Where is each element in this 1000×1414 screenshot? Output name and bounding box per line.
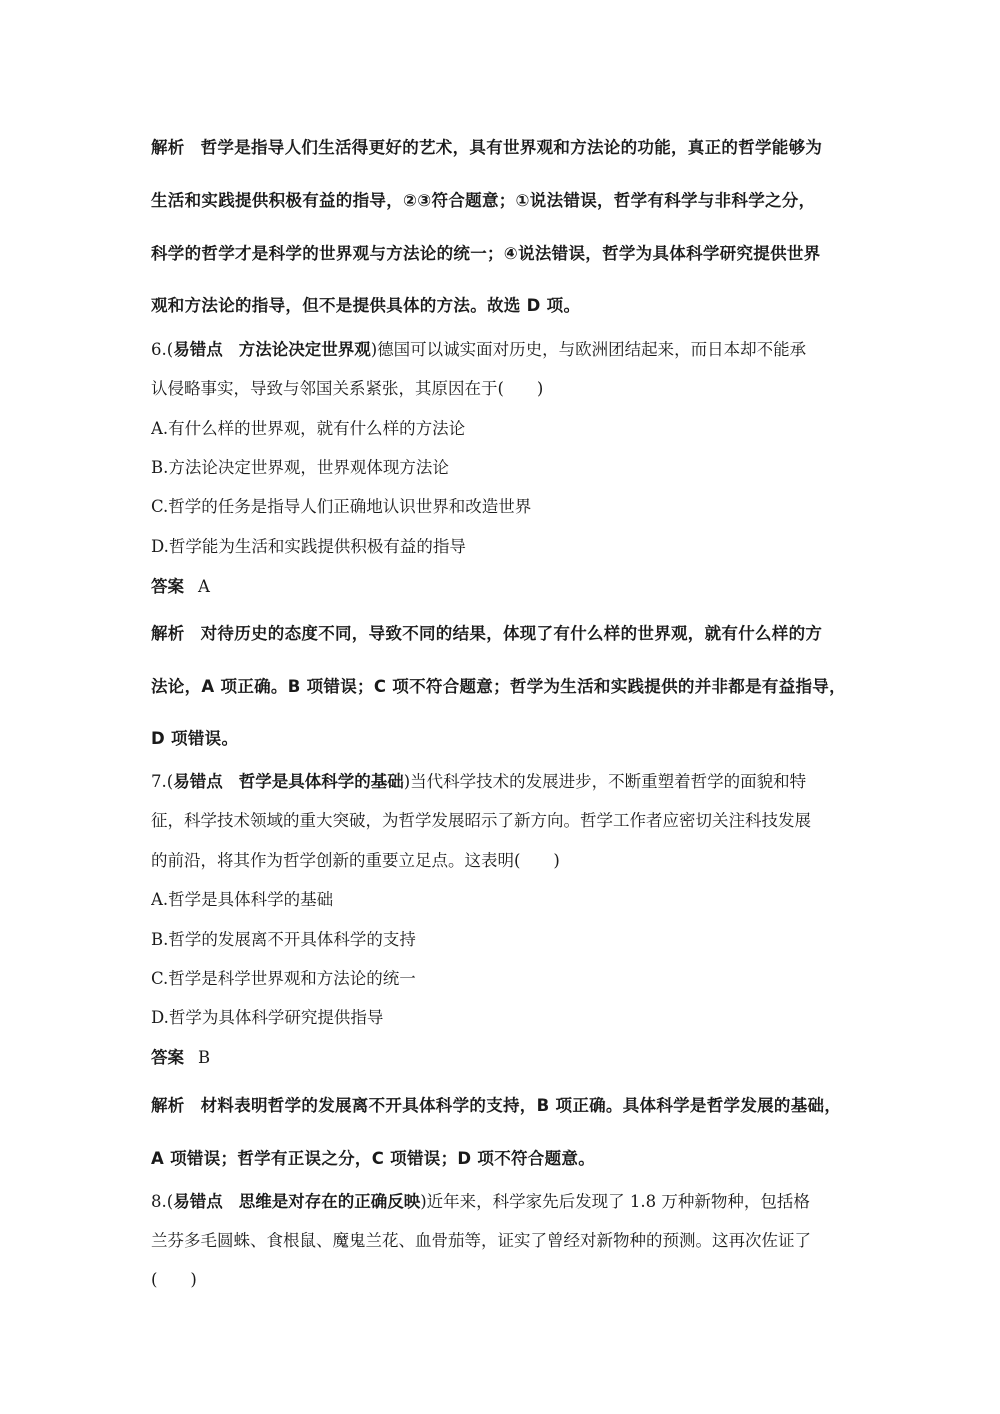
question-8-stem-line-1 xyxy=(151,1190,851,1214)
question-6-explanation-line-2: 法论，A 项正确。B 项错误；C 项不符合题意；哲学为生活和实践提供的并非都是有益指导， xyxy=(151,677,846,696)
question-tag-label: 易错点 xyxy=(173,772,223,791)
question-number: 8.( xyxy=(151,1192,174,1211)
question-6-option-c: C.哲学的任务是指导人们正确地认识世界和改造世界 xyxy=(151,497,532,516)
question-tag-topic: 思维是对存在的正确反映 xyxy=(238,1192,421,1211)
question-7-option-d: D.哲学为具体科学研究提供指导 xyxy=(151,1008,384,1027)
question-7-explanation-line-2: A 项错误；哲学有正误之分，C 项错误；D 项不符合题意。 xyxy=(151,1149,596,1168)
question-6-option-b: B.方法论决定世界观，世界观体现方法论 xyxy=(151,458,449,477)
question-6-explanation-line-1 xyxy=(151,622,851,646)
question-8-stem-line-3: ( ) xyxy=(151,1270,197,1289)
question-6-option-a: A.有什么样的世界观，就有什么样的方法论 xyxy=(151,419,466,438)
question-6-explanation-line-3: D 项错误。 xyxy=(151,729,239,748)
answer-value: A xyxy=(198,577,210,596)
question-stem-text: )近年来，科学家先后发现了 1.8 万种新物种，包括格 xyxy=(420,1192,810,1211)
question-tag-topic: 哲学是具体科学的基础 xyxy=(238,772,404,791)
question-7-answer xyxy=(151,1046,851,1070)
question-number: 6.( xyxy=(151,340,174,359)
question-stem-text: )德国可以诚实面对历史，与欧洲团结起来，而日本却不能承 xyxy=(370,340,807,359)
question-6-stem-line-1 xyxy=(151,338,851,362)
question-6-answer xyxy=(151,575,851,599)
question-7-stem-line-2: 征，科学技术领域的重大突破，为哲学发展昭示了新方向。哲学工作者应密切关注科技发展 xyxy=(151,811,811,830)
explanation-text: 材料表明哲学的发展离不开具体科学的支持，B 项正确。具体科学是哲学发展的基础， xyxy=(200,1096,842,1115)
explanation-5-line-1 xyxy=(151,136,851,160)
question-7-option-b: B.哲学的发展离不开具体科学的支持 xyxy=(151,930,416,949)
question-8-stem-line-2: 兰芬多毛圆蛛、食根鼠、魔鬼兰花、血骨茄等，证实了曾经对新物种的预测。这再次佐证了 xyxy=(151,1231,811,1250)
question-stem-text: )当代科学技术的发展进步，不断重塑着哲学的面貌和特 xyxy=(403,772,807,791)
answer-label: 答案 xyxy=(151,1048,184,1067)
explanation-label: 解析 xyxy=(151,1096,185,1115)
explanation-label: 解析 xyxy=(151,138,185,157)
question-number: 7.( xyxy=(151,772,174,791)
question-tag-label: 易错点 xyxy=(173,340,223,359)
explanation-text: 哲学是指导人们生活得更好的艺术，具有世界观和方法论的功能，真正的哲学能够为 xyxy=(200,138,823,157)
explanation-5-line-2: 生活和实践提供积极有益的指导，②③符合题意；①说法错误，哲学有科学与非科学之分， xyxy=(151,191,816,210)
question-6-stem-line-2: 认侵略事实，导致与邻国关系紧张，其原因在于( ) xyxy=(151,379,544,398)
question-tag-label: 易错点 xyxy=(173,1192,223,1211)
question-7-option-c: C.哲学是科学世界观和方法论的统一 xyxy=(151,969,416,988)
explanation-text: 对待历史的态度不同，导致不同的结果，体现了有什么样的世界观，就有什么样的方 xyxy=(200,624,823,643)
question-6-option-d: D.哲学能为生活和实践提供积极有益的指导 xyxy=(151,537,466,556)
question-7-stem-line-3: 的前沿，将其作为哲学创新的重要立足点。这表明( ) xyxy=(151,851,560,870)
explanation-5-line-3: 科学的哲学才是科学的世界观与方法论的统一；④说法错误，哲学为具体科学研究提供世界 xyxy=(151,244,821,263)
answer-label: 答案 xyxy=(151,577,184,596)
answer-value: B xyxy=(198,1048,211,1067)
question-7-explanation-line-1 xyxy=(151,1094,851,1118)
question-7-stem-line-1 xyxy=(151,770,851,794)
question-tag-topic: 方法论决定世界观 xyxy=(238,340,371,359)
explanation-label: 解析 xyxy=(151,624,185,643)
explanation-5-line-4: 观和方法论的指导，但不是提供具体的方法。故选 D 项。 xyxy=(151,296,581,315)
question-7-option-a: A.哲学是具体科学的基础 xyxy=(151,890,334,909)
